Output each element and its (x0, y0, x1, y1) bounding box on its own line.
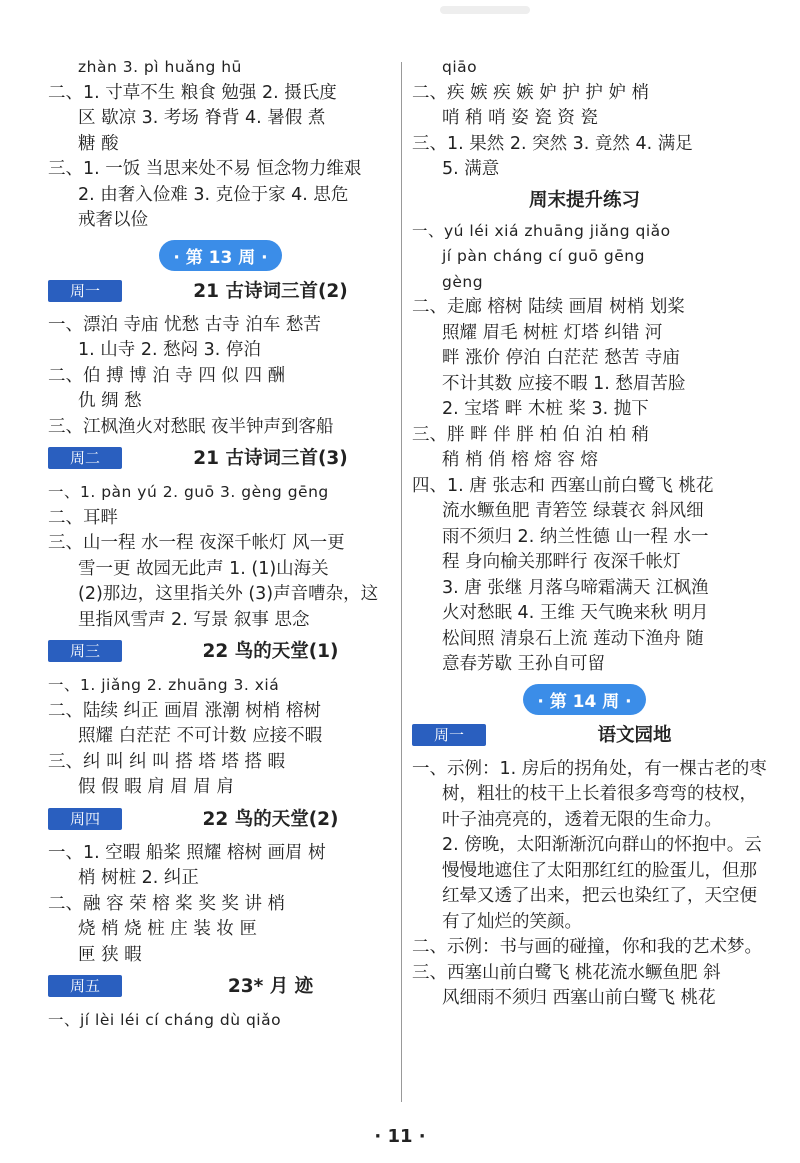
answer-line: 三、西塞山前白鹭飞 桃花流水鳜鱼肥 斜 (412, 962, 721, 983)
page-number: · 11 · (374, 1126, 426, 1147)
lesson-title: 22 鸟的天堂(2) (202, 808, 339, 830)
pinyin-line: 一、1. jiǎng 2. zhuāng 3. xiá (48, 676, 280, 694)
answer-line: 糖 酸 (78, 133, 119, 154)
answer-line: 一、示例：1. 房后的拐角处，有一棵古老的枣 (412, 758, 767, 779)
answer-line: 二、融 容 荣 榕 桨 奖 奖 讲 梢 (48, 893, 286, 914)
answer-line: 叶子油亮亮的，透着无限的生命力。 (442, 809, 722, 830)
answer-line: 畔 涨价 停泊 白茫茫 愁苦 寺庙 (442, 348, 680, 368)
answer-line: 红晕又透了出来，把云也染红了，天空便 (442, 886, 757, 906)
lesson-title: 21 古诗词三首(2) (193, 280, 348, 302)
answer-line: 三、纠 叫 纠 叫 搭 塔 塔 搭 暇 (48, 751, 286, 772)
day-tag: 周三 (48, 640, 122, 662)
answer-line: 二、走廊 榕树 陆续 画眉 树梢 划桨 (412, 297, 685, 317)
answer-line: 不计其数 应接不暇 1. 愁眉苦脸 (442, 373, 686, 394)
lesson-title: 22 鸟的天堂(1) (202, 641, 339, 662)
pinyin-line: 一、jí lèi léi cí cháng dù qiǎo (48, 1011, 282, 1029)
answer-line: 二、1. 寸草不生 粮食 勉强 2. 摄氏度 (48, 82, 337, 103)
lesson-title: 21 古诗词三首(3) (193, 448, 348, 469)
left-column (48, 55, 393, 1034)
answer-line: 一、漂泊 寺庙 忧愁 古寺 泊车 愁苦 (48, 314, 321, 335)
lesson-title: 语文园地 (597, 724, 672, 746)
column-divider (401, 62, 402, 1102)
weekend-practice-title: 周末提升练习 (528, 189, 640, 211)
pinyin-line: qiāo (442, 58, 478, 76)
answer-line: 二、陆续 纠正 画眉 涨潮 树梢 榕树 (48, 700, 321, 721)
answer-line: 火对愁眠 4. 王维 天气晚来秋 明月 (442, 603, 709, 623)
answer-line: 三、山一程 水一程 夜深千帐灯 风一更 (48, 533, 345, 553)
answer-line: 有了灿烂的笑颜。 (442, 911, 582, 932)
answer-line: 2. 傍晚，太阳渐渐沉向群山的怀抱中。云 (442, 835, 762, 855)
answer-line: 三、1. 果然 2. 突然 3. 竟然 4. 满足 (412, 133, 693, 154)
answer-line: 二、示例：书与画的碰撞，你和我的艺术梦。 (412, 937, 762, 957)
answer-line: 戒奢以俭 (78, 210, 148, 230)
right-column (412, 55, 767, 1012)
answer-line: (2)那边，这里指关外 (3)声音嘈杂，这 (78, 584, 379, 604)
answer-line: 雪一更 故园无此声 1. (1)山海关 (78, 558, 329, 579)
lesson-header (412, 721, 757, 751)
answer-line: 慢慢地遮住了太阳那红红的脸蛋儿，但那 (442, 860, 757, 881)
answer-line: 哨 稍 哨 姿 瓷 资 瓷 (442, 108, 598, 128)
lesson-header (48, 444, 393, 474)
answer-line: 2. 宝塔 畔 木桩 桨 3. 抛下 (442, 399, 649, 419)
answer-line: 假 假 暇 肩 眉 眉 肩 (78, 777, 234, 797)
answer-line: 2. 由奢入俭难 3. 克俭于家 4. 思危 (78, 184, 349, 205)
answer-line: 三、江枫渔火对愁眠 夜半钟声到客船 (48, 416, 334, 437)
answer-line: 梢 树桩 2. 纠正 (78, 868, 199, 888)
answer-line: 3. 唐 张继 月落乌啼霜满天 江枫渔 (442, 577, 709, 598)
day-tag: 周二 (48, 447, 122, 469)
pinyin-line: gèng (442, 272, 484, 291)
answer-line: 烧 梢 烧 桩 庄 装 妆 匣 (78, 919, 257, 939)
answer-line: 匣 狭 暇 (78, 944, 142, 965)
pinyin-line: 一、1. pàn yú 2. guō 3. gèng gēng (48, 483, 329, 501)
answer-line: 照耀 白茫茫 不可计数 应接不暇 (78, 726, 323, 746)
answer-line: 松间照 清泉石上流 莲动下渔舟 随 (442, 628, 704, 649)
answer-line: 雨不须归 2. 纳兰性德 山一程 水一 (442, 526, 709, 547)
answer-line: 照耀 眉毛 树桩 灯塔 纠错 河 (442, 322, 663, 343)
answer-line: 一、1. 空暇 船桨 照耀 榕树 画眉 树 (48, 842, 326, 863)
answer-line: 树，粗壮的枝干上长着很多弯弯的枝杈， (442, 784, 757, 804)
answer-line: 三、1. 一饭 当思来处不易 恒念物力维艰 (48, 159, 362, 179)
lesson-header (48, 972, 393, 1002)
answer-line: 三、胖 畔 伴 胖 柏 伯 泊 柏 稍 (412, 424, 650, 445)
answer-line: 四、1. 唐 张志和 西塞山前白鹭飞 桃花 (412, 475, 714, 496)
pinyin-line: jí pàn cháng cí guō gēng (442, 247, 645, 265)
answer-line: 风细雨不须归 西塞山前白鹭飞 桃花 (442, 988, 716, 1008)
pinyin-line: 一、yú léi xiá zhuāng jiǎng qiǎo (412, 221, 671, 240)
answer-line: 区 歇凉 3. 考场 脊背 4. 暑假 煮 (78, 108, 326, 128)
day-tag: 周一 (48, 280, 122, 302)
day-tag: 周四 (48, 808, 122, 830)
answer-line: 意春芳歇 王孙自可留 (442, 654, 606, 674)
week-13-badge: · 第 13 周 · (48, 240, 393, 271)
day-tag: 周五 (48, 975, 122, 997)
week-14-badge: · 第 14 周 · (412, 684, 757, 715)
answer-line: 仇 绸 愁 (78, 391, 142, 411)
answer-line: 二、疾 嫉 疾 嫉 妒 护 护 妒 梢 (412, 82, 650, 103)
lesson-title: 23* 月 迹 (227, 976, 314, 997)
pinyin-line: zhàn 3. pì huǎng hū (78, 58, 242, 76)
lesson-header (48, 805, 393, 835)
answer-line: 流水鳜鱼肥 青箬笠 绿蓑衣 斜风细 (442, 501, 704, 521)
answer-line: 1. 山寺 2. 愁闷 3. 停泊 (78, 340, 261, 360)
answer-line: 里指风雪声 2. 写景 叙事 思念 (78, 609, 310, 630)
day-tag: 周一 (412, 724, 486, 746)
answer-line: 5. 满意 (442, 159, 500, 179)
answer-line: 二、耳畔 (48, 507, 118, 528)
answer-line: 二、伯 搏 博 泊 寺 四 似 四 酬 (48, 365, 286, 386)
answer-line: 程 身向榆关那畔行 夜深千帐灯 (442, 552, 681, 572)
answer-line: 稍 梢 俏 榕 熔 容 熔 (442, 450, 598, 470)
top-scan-mark (440, 6, 530, 14)
lesson-header (48, 637, 393, 667)
lesson-header (48, 277, 393, 307)
